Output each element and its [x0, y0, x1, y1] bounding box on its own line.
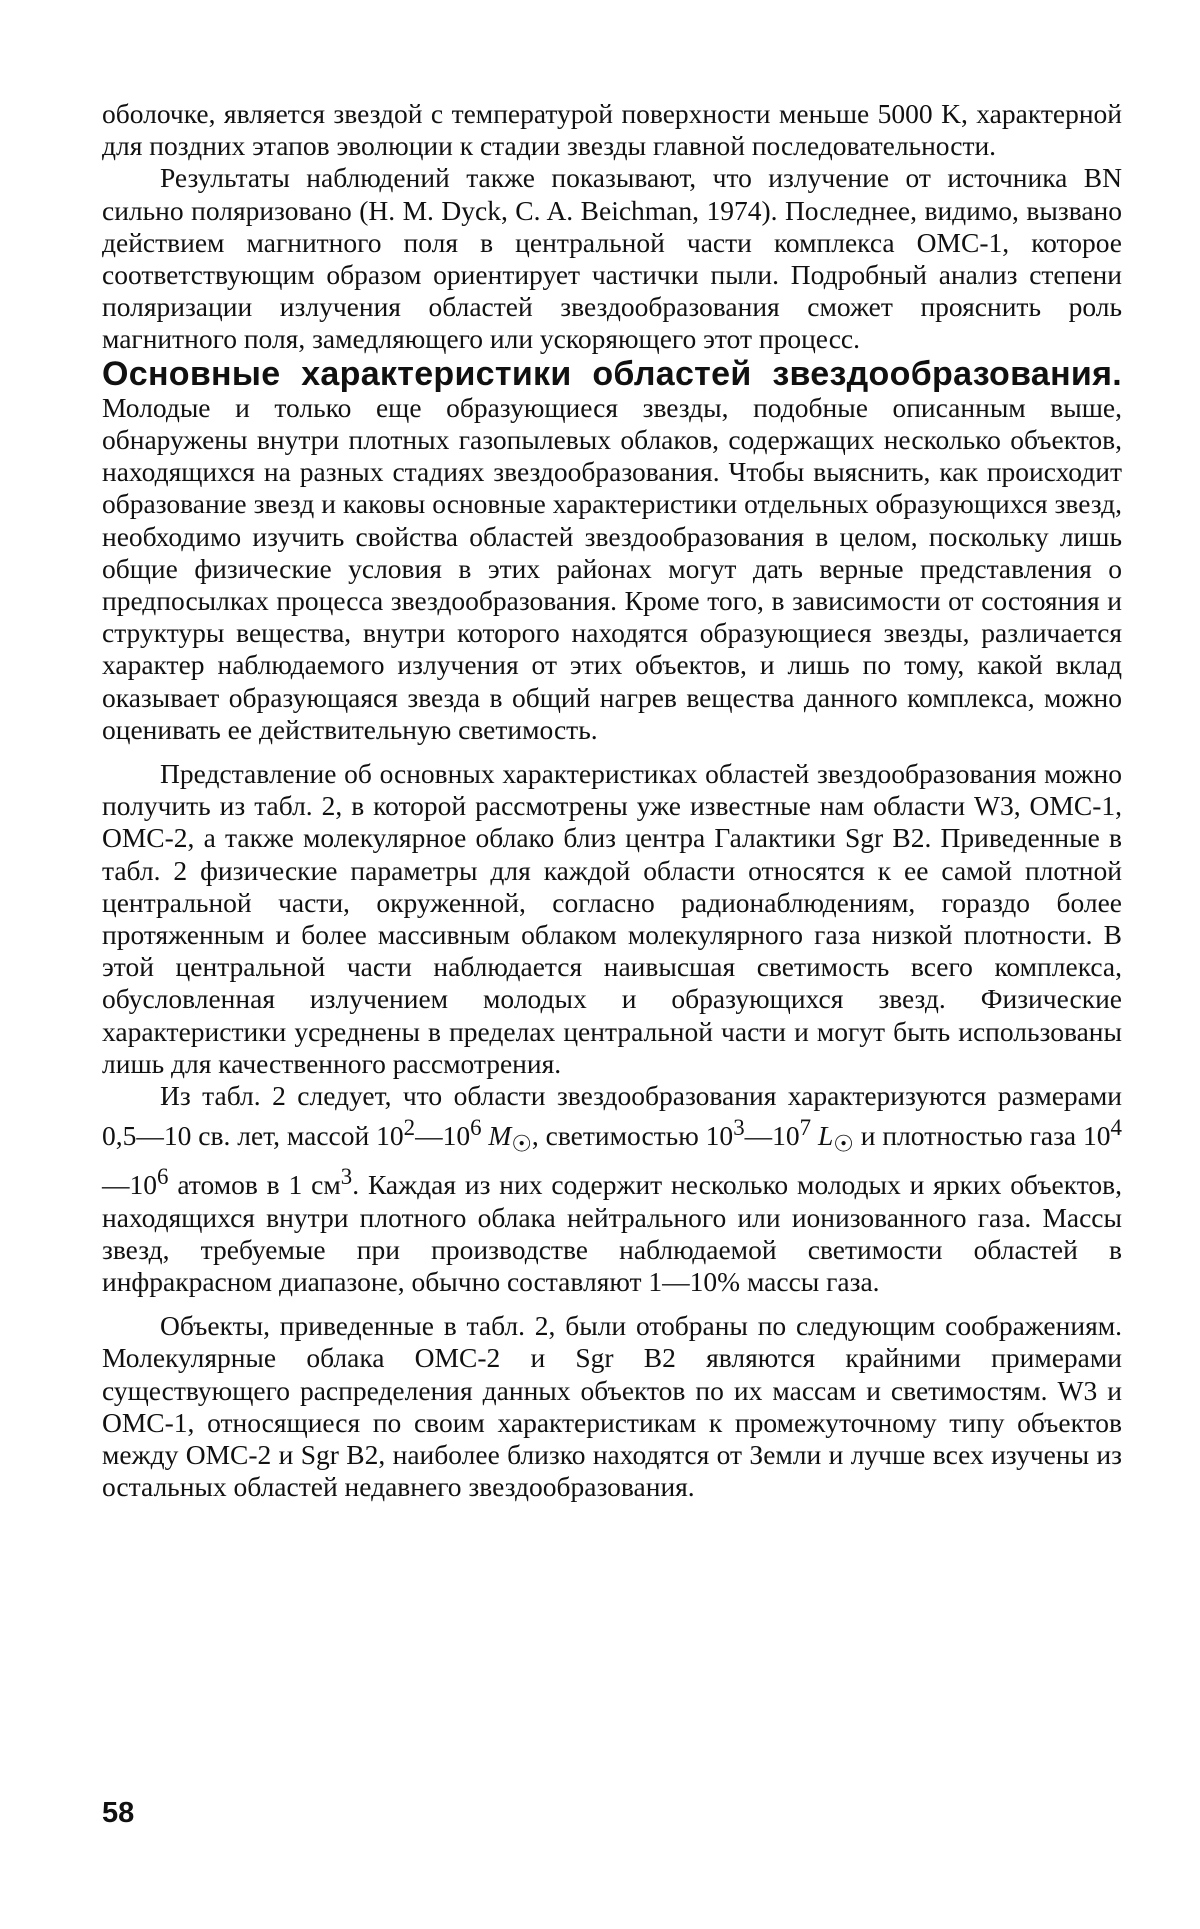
superscript: 3 [733, 1115, 745, 1141]
text-run: атомов в 1 см [168, 1169, 341, 1201]
text-run: , светимостью 10 [531, 1120, 734, 1152]
paragraph-section-intro [102, 354, 1122, 746]
superscript: 4 [1110, 1115, 1122, 1141]
paragraph-polarization: Результаты наблюдений также показывают, что излучение от источника BN сильно поляризовано (H. M. Dyck, C. A. Beichman, 1974). Последнее, видимо, вызвано действием магнитного поля в центральной части комплекса ОМС-1, которое соответствующим образом ориентирует частички пыли. Подробный анализ степени поляризации излучения областей звездообразования сможет прояснить роль магнитного поля, замедляющего или ускоряющего этот процесс. [102, 162, 1122, 355]
solar-mass-symbol: M [481, 1120, 512, 1152]
page-number: 58 [102, 1797, 135, 1829]
paragraph-continued: оболочке, является звездой с температурой поверхности меньше 5000 K, характерной для поздних этапов эволюции к стадии звезды главной последовательности. [102, 98, 1122, 162]
sun-subscript: ☉ [511, 1131, 532, 1157]
text-run: —10 [102, 1169, 157, 1201]
section-intro-text: Молодые и только еще образующиеся звезды, подобные описанным выше, обнаружены внутри плотных газопылевых облаков, содержащих несколько объектов, находящихся на разных стадиях звездообразования. Чтобы выяснить, как происходит образование звезд и каковы основные характеристики отдельных образующихся звезд, необходимо изучить свойства областей звездообразования в целом, поскольку лишь общие физические условия в этих районах могут дать верные представления о предпосылках процесса звездообразования. Кроме того, в зависимости от состояния и структуры вещества, внутри которого находятся образующиеся звезды, различается характер наблюдаемого излучения от этих объектов, и лишь по тому, какой вклад оказывает образующаяся звезда в общий нагрев вещества данного комплекса, можно оценивать ее действительную светимость. [102, 391, 1122, 745]
superscript: 2 [403, 1115, 416, 1141]
text-run: —10 [744, 1120, 800, 1152]
page-body [102, 98, 1122, 1503]
superscript: 6 [470, 1115, 482, 1141]
superscript: 3 [340, 1164, 353, 1190]
paragraph-table-overview: Представление об основных характеристиках областей звездообразования можно получить из табл. 2, в которой рассмотрены уже известные нам области W3, ОМС-1, ОМС-2, а также молекулярное облако близ центра Галактики Sgr B2. Приведенные в табл. 2 физические параметры для каждой области относятся к ее самой плотной центральной части, окруженной, согласно радионаблюдениям, гораздо более протяженным и более массивным облаком молекулярного газа низкой плотности. В этой центральной части наблюдается наивысшая светимость всего комплекса, обусловленная излучением молодых и образующихся звезд. Физические характеристики усреднены в пределах центральной части и могут быть использованы лишь для качественного рассмотрения. [102, 758, 1122, 1079]
text-run: . Каждая из них содержит несколько молодых и ярких объектов, находящихся внутри плотного облака нейтрального или ионизованного газа. Массы звезд, требуемые при производстве наблюдаемой светимости областей в инфракрасном диапазоне, обычно составляют 1—10% массы газа. [102, 1169, 1123, 1297]
superscript: 7 [799, 1115, 812, 1141]
solar-luminosity-symbol: L [811, 1120, 834, 1152]
text-run: и плотностью газа 10 [853, 1120, 1111, 1152]
text-run: Из табл. 2 следует, что области звездообразования характеризуются размерами 0,5—10 св. лет, массой 10 [102, 1080, 1122, 1152]
paragraph-characteristics [102, 1080, 1122, 1298]
sun-subscript: ☉ [833, 1131, 854, 1157]
superscript: 6 [157, 1164, 169, 1190]
text-run: —10 [415, 1120, 471, 1152]
section-heading: Основные характеристики областей звездообразования. [102, 354, 1122, 393]
paragraph-object-selection: Объекты, приведенные в табл. 2, были отобраны по следующим соображениям. Молекулярные облака ОМС-2 и Sgr B2 являются крайними примерами существующего распределения данных объектов по их массам и светимостям. W3 и ОМС-1, относящиеся по своим характеристикам к промежуточному типу объектов между ОМС-2 и Sgr B2, наиболее близко находятся от Земли и лучше всех изучены из остальных областей недавнего звездообразования. [102, 1310, 1122, 1503]
